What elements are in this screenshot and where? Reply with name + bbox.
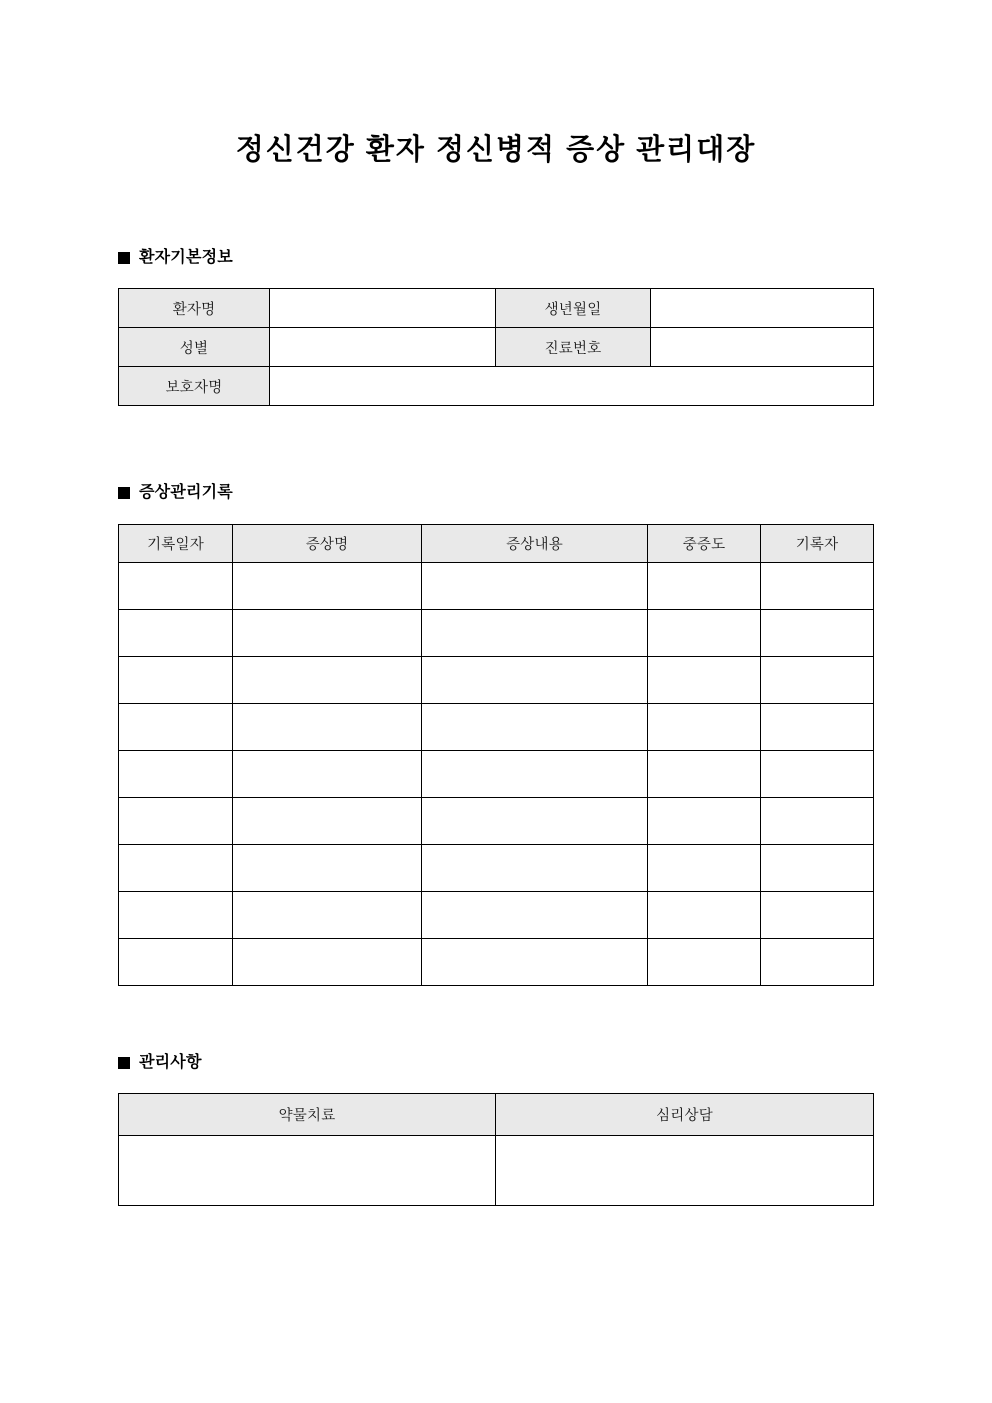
table-row — [119, 892, 874, 939]
cell-record-date[interactable] — [119, 845, 233, 892]
cell-severity[interactable] — [648, 798, 761, 845]
column-header-symptom-name: 증상명 — [233, 525, 422, 563]
page-title: 정신건강 환자 정신병적 증상 관리대장 — [235, 134, 757, 166]
section-heading-label: 관리사항 — [139, 1054, 202, 1071]
cell-psychological-counseling[interactable] — [496, 1136, 874, 1206]
cell-symptom-name[interactable] — [233, 563, 422, 610]
cell-symptom-detail[interactable] — [422, 845, 648, 892]
section-heading-patient-info — [118, 250, 233, 266]
label-gender: 성별 — [119, 328, 270, 367]
patient-info-table — [118, 288, 874, 406]
cell-symptom-detail[interactable] — [422, 610, 648, 657]
column-header-psychological-counseling: 심리상담 — [496, 1094, 874, 1136]
cell-record-date[interactable] — [119, 798, 233, 845]
cell-severity[interactable] — [648, 892, 761, 939]
cell-recorder[interactable] — [761, 939, 874, 986]
cell-symptom-detail[interactable] — [422, 798, 648, 845]
cell-symptom-detail[interactable] — [422, 939, 648, 986]
cell-record-date[interactable] — [119, 704, 233, 751]
cell-recorder[interactable] — [761, 610, 874, 657]
cell-record-date[interactable] — [119, 563, 233, 610]
cell-symptom-name[interactable] — [233, 751, 422, 798]
cell-symptom-detail[interactable] — [422, 704, 648, 751]
square-bullet-icon — [118, 1057, 130, 1069]
field-guardian-name[interactable] — [270, 367, 874, 406]
label-patient-name: 환자명 — [119, 289, 270, 328]
cell-medication-therapy[interactable] — [119, 1136, 496, 1206]
cell-severity[interactable] — [648, 563, 761, 610]
cell-symptom-name[interactable] — [233, 892, 422, 939]
cell-severity[interactable] — [648, 751, 761, 798]
table-row — [119, 798, 874, 845]
table-row — [119, 751, 874, 798]
cell-symptom-name[interactable] — [233, 704, 422, 751]
field-gender[interactable] — [270, 328, 496, 367]
cell-severity[interactable] — [648, 845, 761, 892]
cell-recorder[interactable] — [761, 798, 874, 845]
management-table — [118, 1093, 874, 1206]
table-row — [119, 289, 874, 328]
column-header-symptom-detail: 증상내용 — [422, 525, 648, 563]
cell-severity[interactable] — [648, 939, 761, 986]
square-bullet-icon — [118, 252, 130, 264]
column-header-recorder: 기록자 — [761, 525, 874, 563]
cell-severity[interactable] — [648, 704, 761, 751]
cell-record-date[interactable] — [119, 751, 233, 798]
table-row — [119, 328, 874, 367]
table-row — [119, 939, 874, 986]
label-guardian-name: 보호자명 — [119, 367, 270, 406]
cell-recorder[interactable] — [761, 704, 874, 751]
label-chart-number: 진료번호 — [496, 328, 651, 367]
section-heading-management — [118, 1055, 202, 1071]
cell-recorder[interactable] — [761, 845, 874, 892]
table-row — [119, 367, 874, 406]
cell-symptom-detail[interactable] — [422, 657, 648, 704]
cell-symptom-name[interactable] — [233, 798, 422, 845]
cell-symptom-name[interactable] — [233, 657, 422, 704]
cell-recorder[interactable] — [761, 657, 874, 704]
cell-symptom-detail[interactable] — [422, 892, 648, 939]
cell-symptom-detail[interactable] — [422, 563, 648, 610]
cell-recorder[interactable] — [761, 751, 874, 798]
square-bullet-icon — [118, 487, 130, 499]
cell-severity[interactable] — [648, 610, 761, 657]
table-row — [119, 845, 874, 892]
field-birth-date[interactable] — [651, 289, 874, 328]
cell-recorder[interactable] — [761, 563, 874, 610]
symptom-record-table — [118, 524, 874, 986]
cell-severity[interactable] — [648, 657, 761, 704]
cell-record-date[interactable] — [119, 892, 233, 939]
cell-record-date[interactable] — [119, 657, 233, 704]
table-row — [119, 1136, 874, 1206]
cell-record-date[interactable] — [119, 610, 233, 657]
cell-symptom-name[interactable] — [233, 610, 422, 657]
table-row — [119, 610, 874, 657]
field-chart-number[interactable] — [651, 328, 874, 367]
cell-symptom-name[interactable] — [233, 845, 422, 892]
table-header-row — [119, 1094, 874, 1136]
section-heading-label: 환자기본정보 — [139, 249, 233, 266]
column-header-severity: 중증도 — [648, 525, 761, 563]
table-row — [119, 704, 874, 751]
section-heading-label: 증상관리기록 — [139, 484, 233, 501]
cell-symptom-name[interactable] — [233, 939, 422, 986]
cell-record-date[interactable] — [119, 939, 233, 986]
cell-recorder[interactable] — [761, 892, 874, 939]
column-header-record-date: 기록일자 — [119, 525, 233, 563]
table-header-row — [119, 525, 874, 563]
label-birth-date: 생년월일 — [496, 289, 651, 328]
field-patient-name[interactable] — [270, 289, 496, 328]
table-row — [119, 657, 874, 704]
section-heading-symptom-record — [118, 485, 233, 501]
table-row — [119, 563, 874, 610]
cell-symptom-detail[interactable] — [422, 751, 648, 798]
column-header-medication-therapy: 약물치료 — [119, 1094, 496, 1136]
